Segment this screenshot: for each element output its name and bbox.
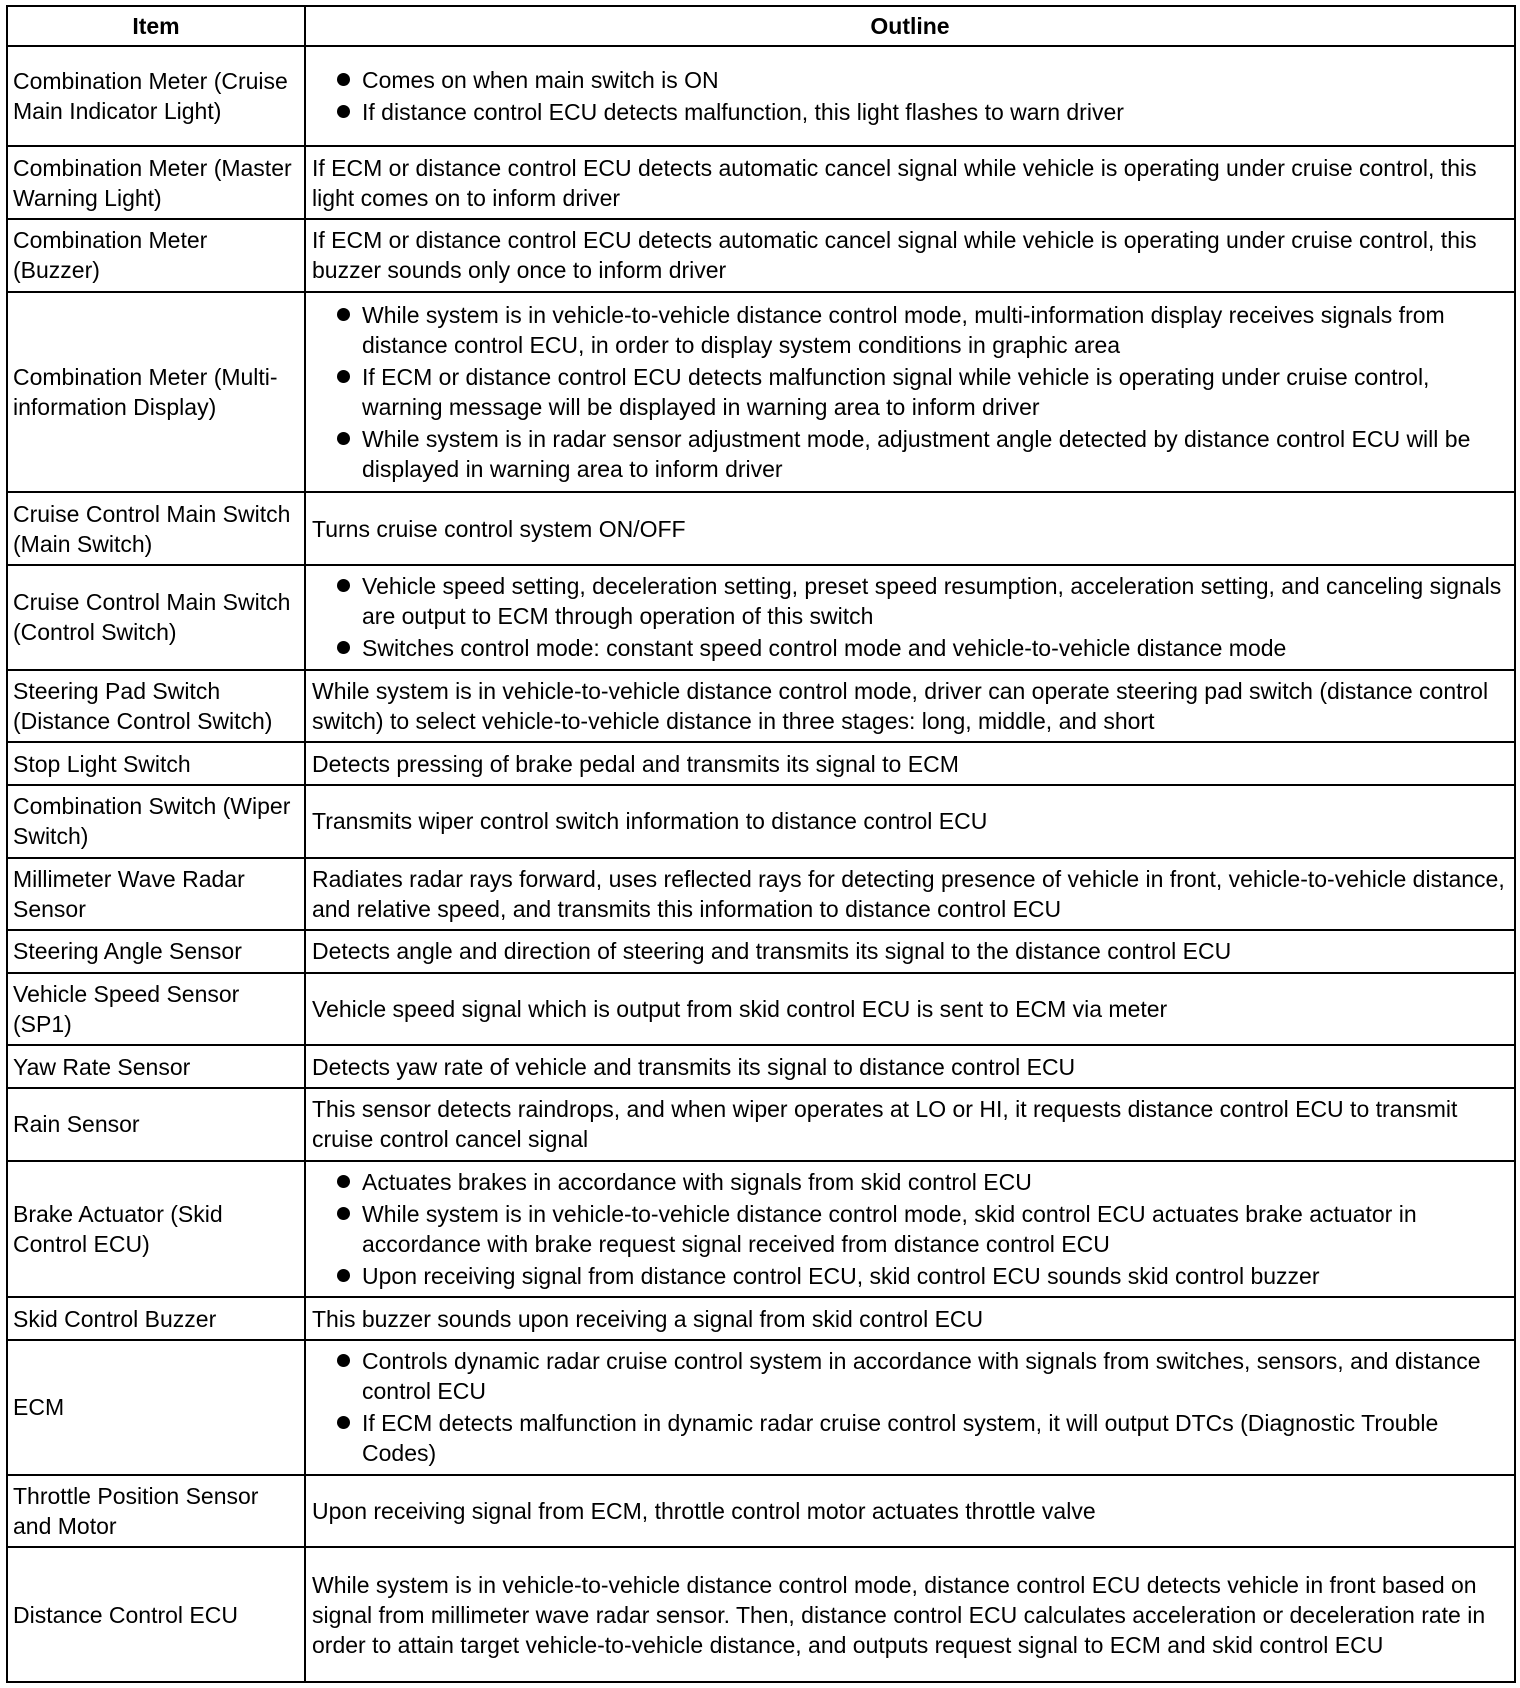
outline-cell [305,292,1515,493]
table-row [7,292,1515,493]
table-row [7,146,1515,219]
outline-cell: Transmits wiper control switch information to distance control ECU [305,785,1515,858]
bullet-text: While system is in radar sensor adjustment mode, adjustment angle detected by distance control ECU will be displayed in warning area to inform driver [362,425,1471,482]
item-cell: Millimeter Wave Radar Sensor [7,858,305,931]
table-row [7,1547,1515,1682]
outline-cell [305,1340,1515,1475]
bullet-text: While system is in vehicle-to-vehicle distance control mode, skid control ECU actuates brake actuator in accordance with brake request signal received from distance control ECU [362,1201,1417,1258]
outline-cell [305,1161,1515,1298]
bullet-text: If ECM detects malfunction in dynamic radar cruise control system, it will output DTCs (Diagnostic Trouble Codes) [362,1410,1439,1467]
outline-cell: While system is in vehicle-to-vehicle distance control mode, driver can operate steering pad switch (distance control switch) to select vehicle-to-vehicle distance in three stages: long, middle, and short [305,670,1515,743]
header-item: Item [7,6,305,46]
bullet-text: If ECM or distance control ECU detects malfunction signal while vehicle is operating under cruise control, warning message will be displayed in warning area to inform driver [362,363,1430,420]
bullet-dot-icon [337,105,350,118]
table-row [7,742,1515,785]
bullet-item [312,97,1510,127]
table-row [7,1045,1515,1088]
item-cell: Brake Actuator (Skid Control ECU) [7,1161,305,1298]
bullet-list [312,1167,1510,1291]
bullet-item [312,1408,1510,1468]
bullet-text: Upon receiving signal from distance control ECU, skid control ECU sounds skid control buzzer [362,1263,1320,1290]
outline-cell: Turns cruise control system ON/OFF [305,492,1515,565]
bullet-text: While system is in vehicle-to-vehicle distance control mode, multi-information display receives signals from distance control ECU, in order to display system conditions in graphic area [362,301,1445,358]
outline-cell: If ECM or distance control ECU detects automatic cancel signal while vehicle is operating under cruise control, this light comes on to inform driver [305,146,1515,219]
bullet-item [312,571,1510,631]
outline-cell: This buzzer sounds upon receiving a signal from skid control ECU [305,1297,1515,1340]
table-body [7,46,1515,1682]
bullet-item [312,1199,1510,1259]
table-row [7,1475,1515,1548]
item-cell: Rain Sensor [7,1088,305,1161]
table-row [7,785,1515,858]
bullet-text: If distance control ECU detects malfunction, this light flashes to warn driver [362,99,1124,126]
bullet-dot-icon [337,1175,350,1188]
bullet-dot-icon [337,1416,350,1429]
item-cell: ECM [7,1340,305,1475]
table-row [7,219,1515,292]
bullet-item [312,424,1510,484]
table-row [7,1340,1515,1475]
item-cell: Cruise Control Main Switch (Control Switch) [7,565,305,670]
bullet-dot-icon [337,1207,350,1220]
table-row [7,930,1515,973]
table-row [7,1161,1515,1298]
item-cell: Steering Pad Switch (Distance Control Switch) [7,670,305,743]
bullet-list [312,571,1510,663]
table-row [7,565,1515,670]
item-cell: Skid Control Buzzer [7,1297,305,1340]
bullet-item [312,1261,1510,1291]
outline-cell: Detects angle and direction of steering and transmits its signal to the distance control ECU [305,930,1515,973]
outline-cell [305,565,1515,670]
outline-cell: Radiates radar rays forward, uses reflected rays for detecting presence of vehicle in front, vehicle-to-vehicle distance, and relative speed, and transmits this information to distance control ECU [305,858,1515,931]
outline-cell: Upon receiving signal from ECM, throttle control motor actuates throttle valve [305,1475,1515,1548]
bullet-dot-icon [337,1269,350,1282]
table-row [7,1297,1515,1340]
bullet-item [312,633,1510,663]
bullet-item [312,65,1510,95]
item-cell: Vehicle Speed Sensor (SP1) [7,973,305,1046]
table-row [7,670,1515,743]
item-cell: Combination Meter (Multi-information Display) [7,292,305,493]
bullet-text: Vehicle speed setting, deceleration setting, preset speed resumption, acceleration setting, and canceling signals are output to ECM through operation of this switch [362,573,1502,630]
table-header-row [7,6,1515,46]
bullet-dot-icon [337,579,350,592]
bullet-list [312,1346,1510,1468]
item-cell: Yaw Rate Sensor [7,1045,305,1088]
bullet-item [312,362,1510,422]
bullet-text: Switches control mode: constant speed control mode and vehicle-to-vehicle distance mode [362,635,1287,662]
bullet-text: Actuates brakes in accordance with signals from skid control ECU [362,1169,1032,1196]
item-cell: Throttle Position Sensor and Motor [7,1475,305,1548]
outline-cell: This sensor detects raindrops, and when wiper operates at LO or HI, it requests distance control ECU to transmit cruise control cancel signal [305,1088,1515,1161]
outline-cell [305,46,1515,146]
bullet-dot-icon [337,432,350,445]
component-outline-table [6,5,1516,1683]
table-row [7,858,1515,931]
bullet-dot-icon [337,73,350,86]
outline-cell: Vehicle speed signal which is output from skid control ECU is sent to ECM via meter [305,973,1515,1046]
item-cell: Cruise Control Main Switch (Main Switch) [7,492,305,565]
header-outline: Outline [305,6,1515,46]
table-row [7,1088,1515,1161]
outline-cell: If ECM or distance control ECU detects automatic cancel signal while vehicle is operating under cruise control, this buzzer sounds only once to inform driver [305,219,1515,292]
bullet-dot-icon [337,641,350,654]
bullet-item [312,300,1510,360]
outline-cell: Detects pressing of brake pedal and transmits its signal to ECM [305,742,1515,785]
bullet-dot-icon [337,1354,350,1367]
bullet-dot-icon [337,308,350,321]
table-row [7,46,1515,146]
bullet-text: Comes on when main switch is ON [362,67,719,94]
bullet-item [312,1346,1510,1406]
table-row [7,973,1515,1046]
item-cell: Combination Meter (Master Warning Light) [7,146,305,219]
outline-cell: While system is in vehicle-to-vehicle distance control mode, distance control ECU detects vehicle in front based on signal from millimeter wave radar sensor. Then, distance control ECU calculates acceleration or deceleration rate in order to attain target vehicle-to-vehicle distance, and outputs request signal to ECM and skid control ECU [305,1547,1515,1682]
bullet-dot-icon [337,370,350,383]
item-cell: Stop Light Switch [7,742,305,785]
bullet-text: Controls dynamic radar cruise control system in accordance with signals from switches, sensors, and distance control ECU [362,1348,1481,1405]
bullet-list [312,65,1510,127]
item-cell: Combination Meter (Buzzer) [7,219,305,292]
item-cell: Distance Control ECU [7,1547,305,1682]
item-cell: Combination Switch (Wiper Switch) [7,785,305,858]
item-cell: Steering Angle Sensor [7,930,305,973]
item-cell: Combination Meter (Cruise Main Indicator Light) [7,46,305,146]
bullet-list [312,300,1510,484]
outline-cell: Detects yaw rate of vehicle and transmits its signal to distance control ECU [305,1045,1515,1088]
table-row [7,492,1515,565]
bullet-item [312,1167,1510,1197]
